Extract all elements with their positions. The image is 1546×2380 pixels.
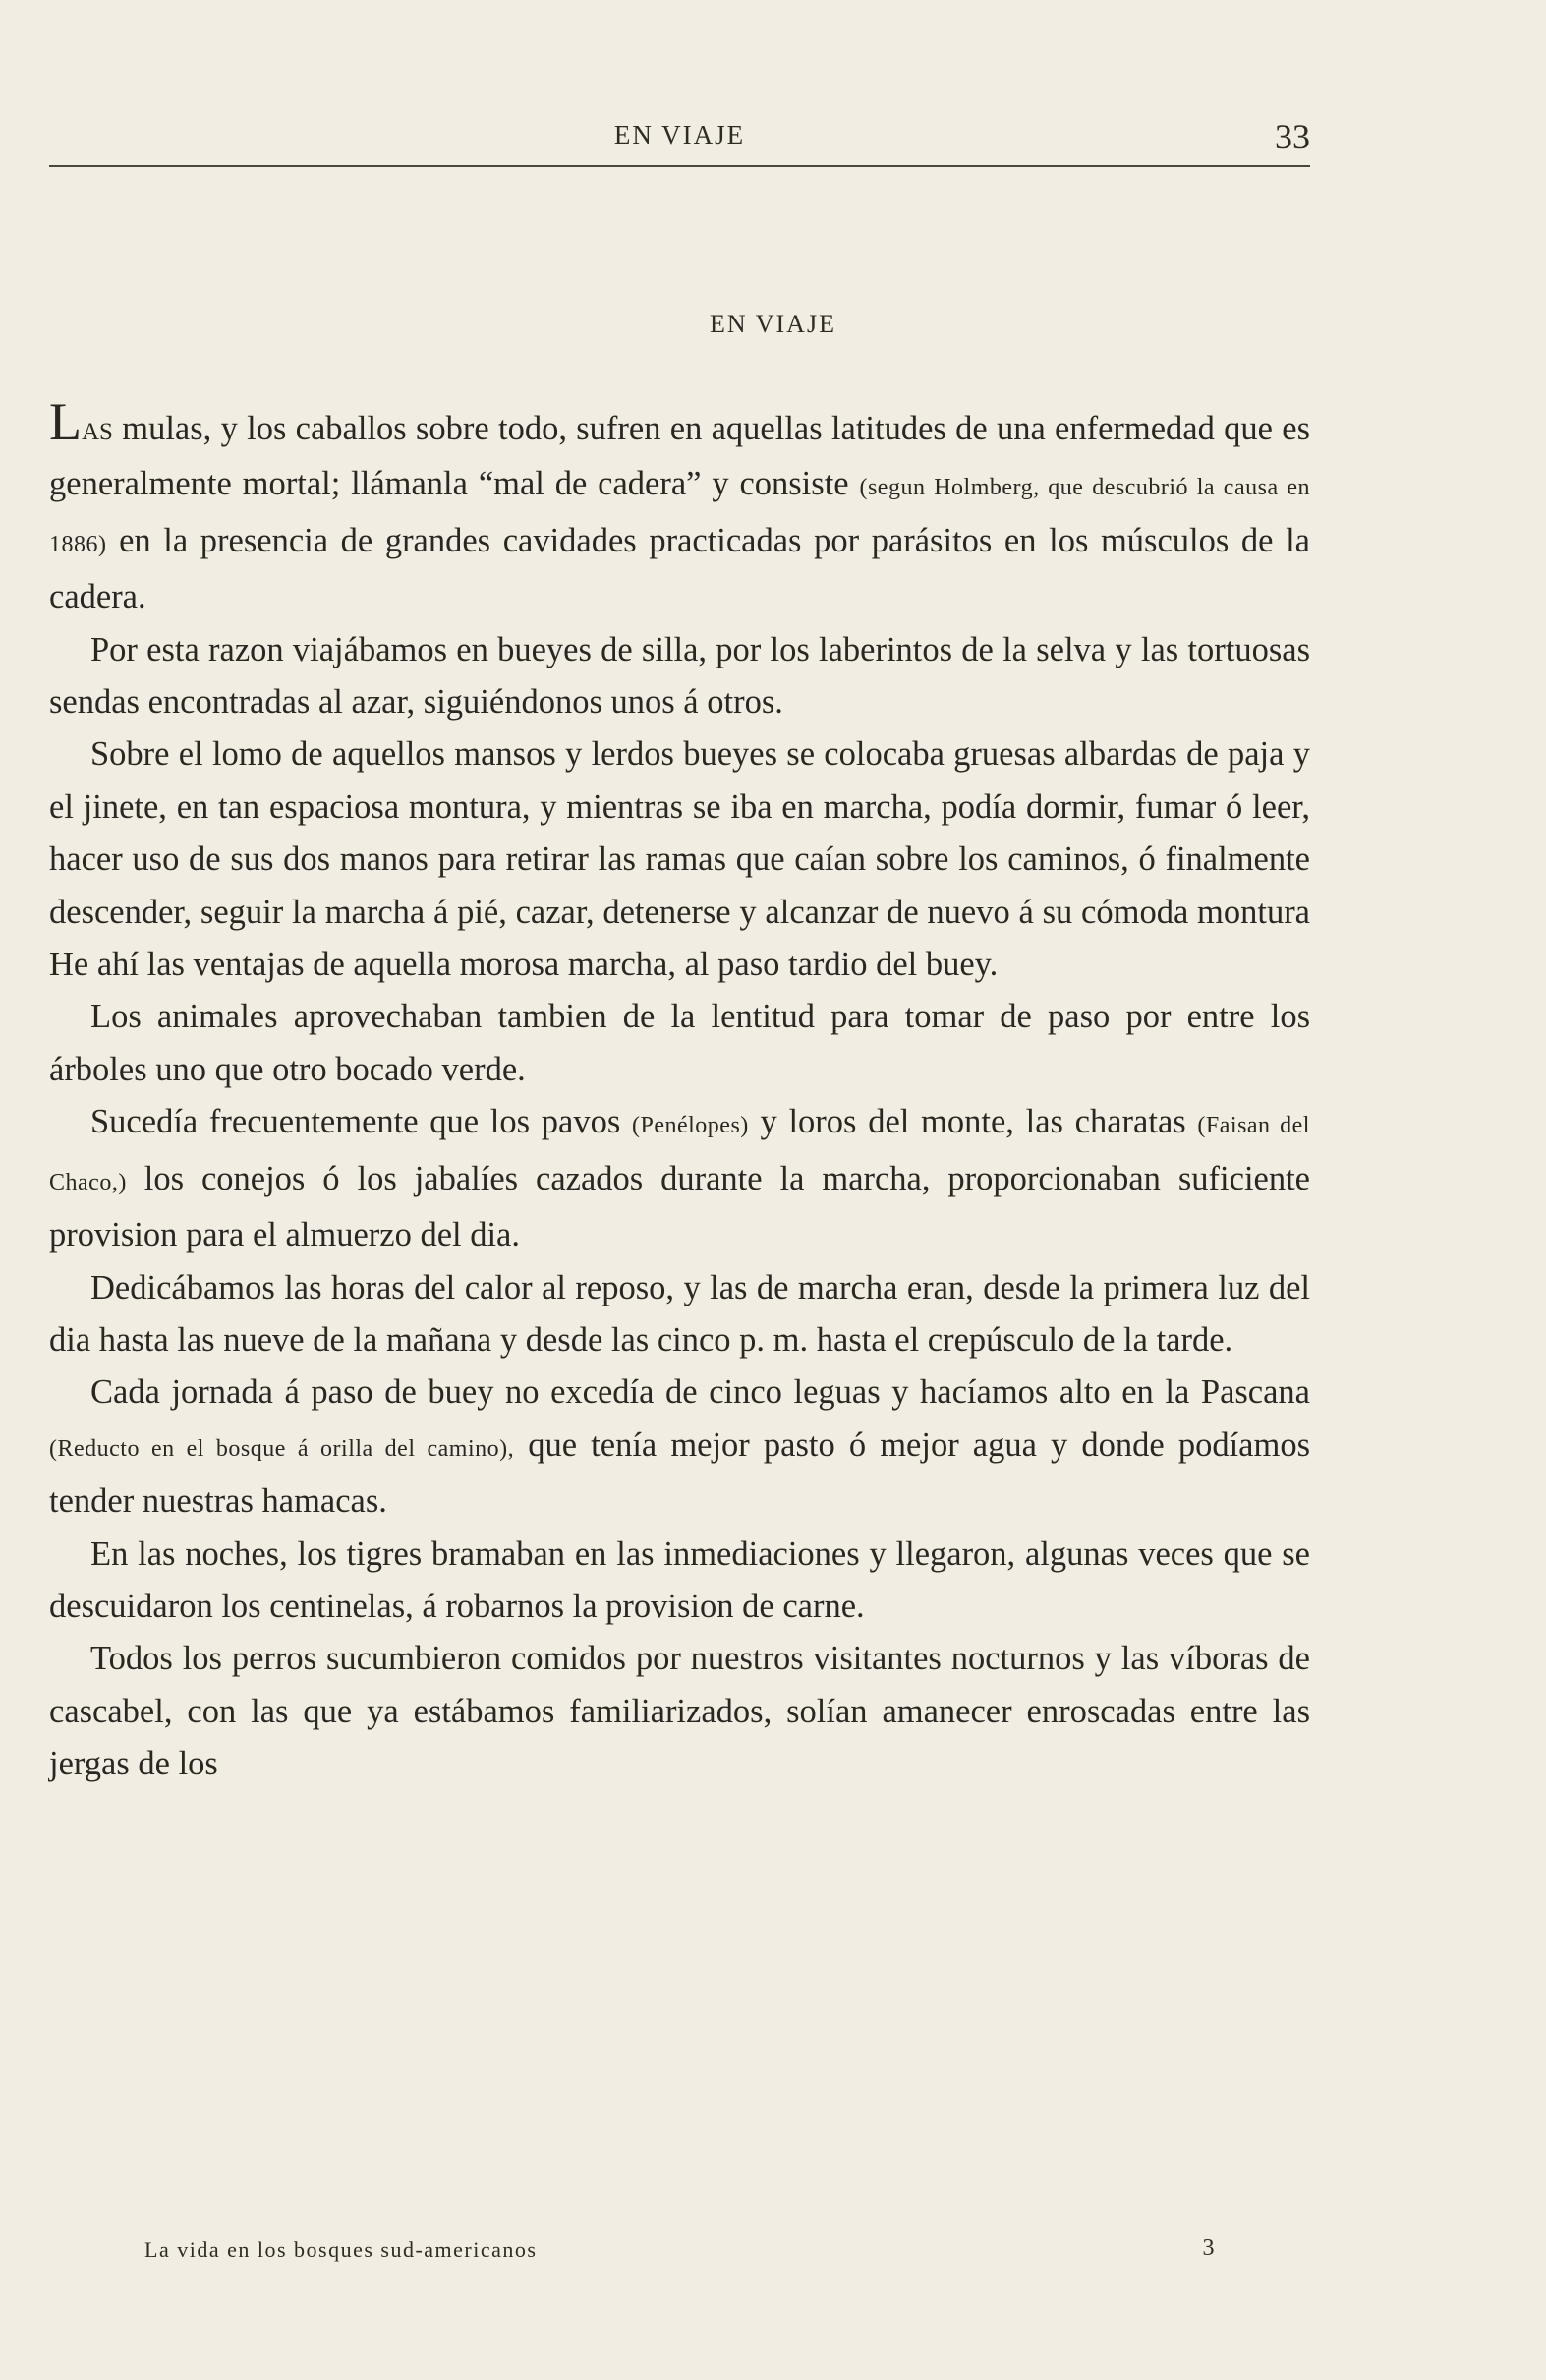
paragraph-3: Sobre el lomo de aquellos mansos y lerdos bueyes se colocaba gruesas albardas de paja y el jinete, en tan espaciosa montura, y mientras se iba en marcha, podía dormir, fumar ó leer, hacer uso de sus dos manos para retirar las ramas que caían sobre los caminos, ó finalmente descender, seguir la marcha á pié, cazar, detenerse y alcanzar de nuevo á su cómoda montura He ahí las ventajas de aquella morosa marcha, al paso tardio del buey.: [49, 735, 1310, 984]
inline-note: (Faisan del Chaco,): [49, 1113, 1310, 1195]
page-footer: [144, 2237, 1216, 2277]
signature-mark: 3: [1202, 2235, 1216, 2261]
text-run: y loros del monte, las charatas: [748, 1103, 1198, 1141]
paragraph-6: Dedicábamos las horas del calor al reposo, y las de marcha eran, desde la primera luz del dia hasta las nueve de la mañana y desde las cinco p. m. hasta el crepúsculo de la tarde.: [49, 1268, 1310, 1359]
paragraph-8: En las noches, los tigres bramaban en las inmediaciones y llegaron, algunas veces que se descuidaron los centinelas, á robarnos la provision de carne.: [49, 1535, 1310, 1625]
small-caps: AS: [82, 419, 113, 445]
paragraph-9: Todos los perros sucumbieron comidos por nuestros visitantes nocturnos y las víboras de cascabel, con las que ya estábamos familiarizados, solían amanecer enroscadas entre las jergas de los: [49, 1640, 1310, 1783]
page-number: 33: [1275, 117, 1310, 156]
text-run: Cada jornada á paso de buey no excedía de cinco leguas y hacíamos alto en la Pascana: [90, 1373, 1310, 1412]
section-title: EN VIAJE: [710, 310, 836, 338]
text-run: los conejos ó los jabalíes cazados durante la marcha, proporcionaban suficiente provision para el almuerzo del dia.: [49, 1159, 1310, 1254]
footer-book-title: La vida en los bosques sud-americanos: [144, 2237, 538, 2262]
inline-note: (Penélopes): [631, 1113, 749, 1139]
text-run: que tenía mejor pasto ó mejor agua y donde podíamos tender nuestras hamacas.: [49, 1425, 1310, 1521]
paragraph-7: [49, 1366, 1310, 1528]
running-title: EN VIAJE: [613, 120, 746, 149]
inline-note: (Reducto en el bosque á orilla del camino),: [49, 1435, 515, 1462]
paragraph-2: Por esta razon viajábamos en bueyes de silla, por los laberintos de la selva y las tortuosas sendas encontradas al azar, siguiéndonos unos á otros.: [49, 630, 1310, 722]
inline-note: (segun Holmberg, que descubrió la causa en 1886): [49, 475, 1310, 557]
paragraph-5: [49, 1096, 1310, 1261]
running-header: [49, 116, 1310, 167]
text-run: en la presencia de grandes cavidades practicadas por parásitos en los músculos de la cadera.: [49, 521, 1310, 616]
body-text: [49, 392, 1310, 1791]
text-run: Sucedía frecuentemente que los pavos: [90, 1103, 632, 1141]
drop-cap: L: [49, 392, 82, 451]
paragraph-4: Los animales aprovechaban tambien de la lentitud para tomar de paso por entre los árboles uno que otro bocado verde.: [49, 998, 1310, 1088]
text-run: mulas, y los caballos sobre todo, sufren en aquellas latitudes de una enfermedad que es generalmente mortal; llámanla “mal de cadera” y consiste: [49, 410, 1310, 503]
paragraph-1: [49, 392, 1310, 624]
